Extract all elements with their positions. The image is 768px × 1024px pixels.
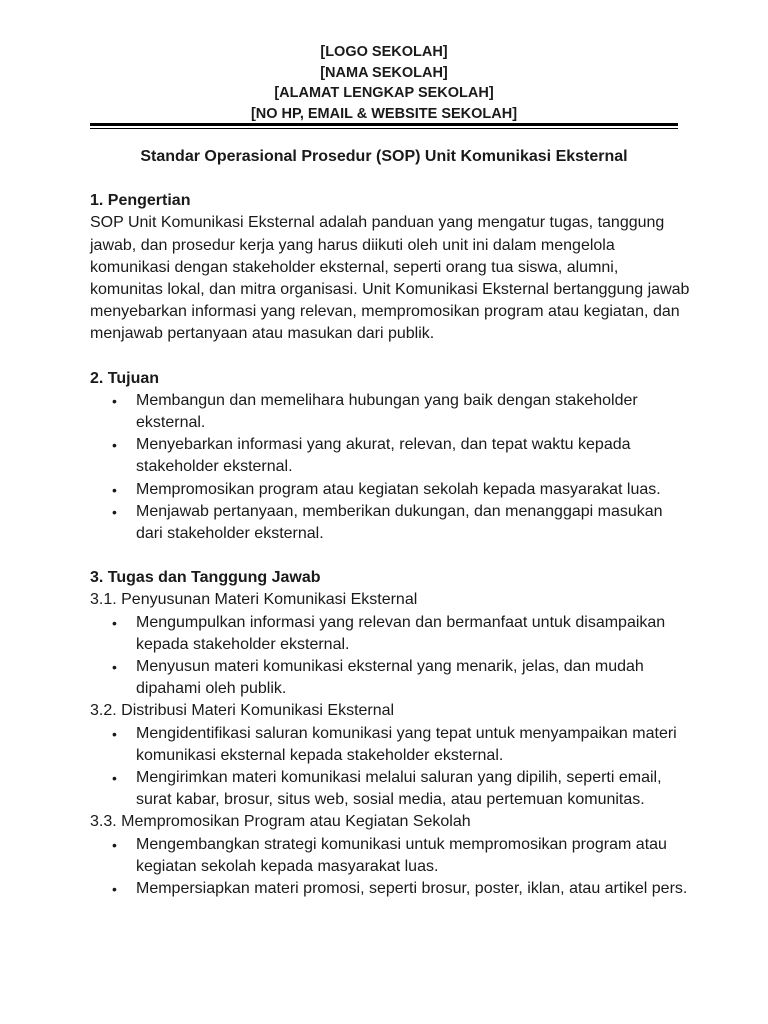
tujuan-list [90, 390, 690, 545]
promosi-list [90, 834, 690, 901]
section-heading-tugas: 3. Tugas dan Tanggung Jawab [90, 569, 321, 587]
bullet-icon: • [112, 659, 117, 676]
list-item [90, 767, 690, 811]
list-item-text: Mengembangkan strategi komunikasi untuk mempromosikan program atau kegiatan sekolah kepada masyarakat luas. [136, 835, 667, 875]
section-heading-tujuan: 2. Tujuan [90, 369, 160, 387]
distribusi-list [90, 723, 690, 812]
bullet-icon: • [112, 770, 117, 787]
bullet-icon: • [112, 392, 117, 409]
letterhead-school-name: [NAMA SEKOLAH] [320, 64, 448, 81]
subsection-heading-promosi: 3.3. Mempromosikan Program atau Kegiatan Sekolah [90, 813, 471, 831]
list-item-text: Menyebarkan informasi yang akurat, relevan, dan tepat waktu kepada stakeholder eksternal. [136, 436, 631, 476]
letterhead-logo-placeholder: [LOGO SEKOLAH] [320, 44, 448, 60]
list-item-text: Menyusun materi komunikasi eksternal yang menarik, jelas, dan mudah dipahami oleh publik. [136, 658, 644, 698]
section-heading-pengertian: 1. Pengertian [90, 192, 191, 210]
bullet-icon: • [112, 437, 117, 454]
section-paragraph-pengertian: SOP Unit Komunikasi Eksternal adalah panduan yang mengatur tugas, tanggung jawab, dan prosedur kerja yang harus diikuti oleh unit ini dalam mengelola komunikasi dengan stakeholder eksternal, seperti orang tua siswa, alumni, komunitas lokal, dan mitra organisasi. Unit Komunikasi Eksternal bertanggung jawab menyebarkan informasi yang relevan, mempromosikan program atau kegiatan, dan menjawab pertanyaan atau masukan dari publik. [90, 214, 690, 343]
list-item-text: Menjawab pertanyaan, memberikan dukungan, dan menanggapi masukan dari stakeholder eksternal. [136, 502, 663, 543]
list-item [90, 612, 690, 656]
list-item [90, 878, 690, 900]
document-body [90, 146, 690, 900]
list-item-text: Mengumpulkan informasi yang relevan dan bermanfaat untuk disampaikan kepada stakeholder eksternal. [136, 613, 666, 653]
list-item-text: Mengidentifikasi saluran komunikasi yang tepat untuk menyampaikan materi komunikasi eksternal kepada stakeholder eksternal. [136, 724, 677, 764]
list-item [90, 656, 690, 700]
letterhead [0, 42, 768, 124]
list-item [90, 723, 690, 767]
list-item [90, 390, 690, 434]
list-item-text: Mempromosikan program atau kegiatan sekolah kepada masyarakat luas. [136, 480, 661, 498]
bullet-icon: • [112, 836, 117, 853]
letterhead-divider-thin [90, 128, 678, 129]
list-item-text: Mengirimkan materi komunikasi melalui saluran yang dipilih, seperti email, surat kabar, brosur, situs web, sosial media, atau pertemuan komunitas. [136, 769, 662, 809]
letterhead-divider-thick [90, 123, 678, 126]
subsection-heading-distribusi: 3.2. Distribusi Materi Komunikasi Eksternal [90, 702, 395, 720]
bullet-icon: • [112, 481, 117, 498]
penyusunan-list [90, 612, 690, 701]
list-item-text: Mempersiapkan materi promosi, seperti brosur, poster, iklan, atau artikel pers. [136, 880, 688, 898]
bullet-icon: • [112, 503, 117, 520]
bullet-icon: • [112, 614, 117, 631]
list-item-text: Membangun dan memelihara hubungan yang baik dengan stakeholder eksternal. [136, 391, 638, 432]
list-item [90, 479, 690, 501]
letterhead-address: [ALAMAT LENGKAP SEKOLAH] [274, 85, 494, 101]
subsection-heading-penyusunan: 3.1. Penyusunan Materi Komunikasi Eksternal [90, 591, 418, 609]
list-item [90, 434, 690, 478]
bullet-icon: • [112, 881, 117, 898]
document-title: Standar Operasional Prosedur (SOP) Unit Komunikasi Eksternal [140, 148, 628, 165]
list-item [90, 501, 690, 545]
list-item [90, 834, 690, 878]
letterhead-contact: [NO HP, EMAIL & WEBSITE SEKOLAH] [250, 105, 518, 122]
bullet-icon: • [112, 725, 117, 742]
